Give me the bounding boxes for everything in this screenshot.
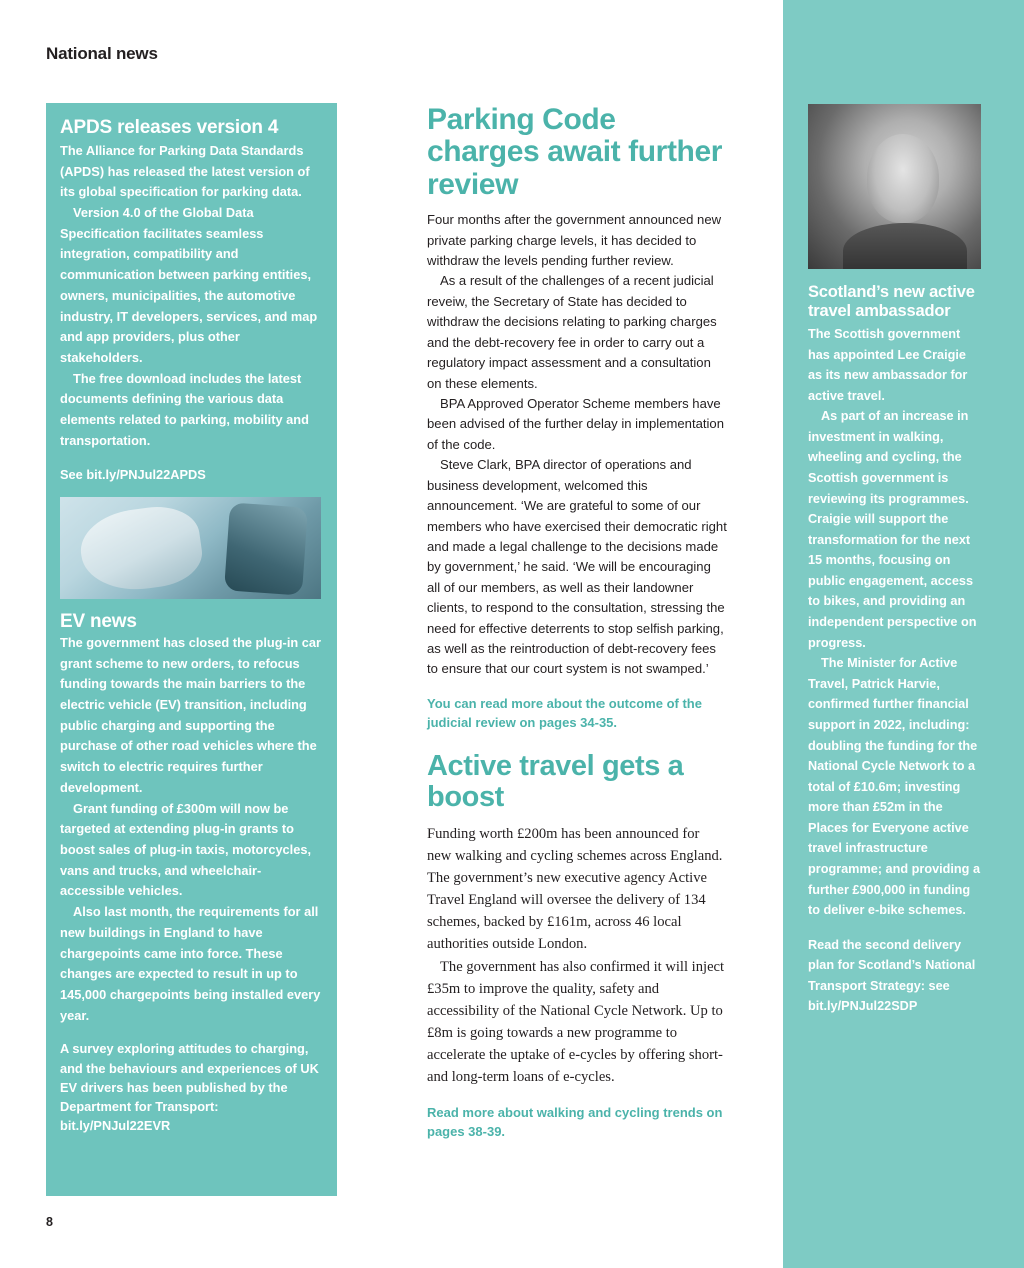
article1-body: [427, 210, 727, 680]
ev-survey-line: [60, 1039, 321, 1135]
main-article-column: [427, 104, 727, 1142]
article2-crossref[interactable]: Read more about walking and cycling trends on pages 38-39.: [427, 1104, 723, 1140]
apds-see-line: [60, 465, 321, 484]
column-gutter: [406, 0, 415, 1268]
apds-see-link[interactable]: bit.ly/PNJul22APDS: [86, 466, 206, 482]
left-sidebar-panel: [46, 103, 337, 1196]
apds-paragraph-3: The free download includes the latest documents defining the various data elements related to parking, mobility and transportation.: [60, 370, 309, 448]
apds-paragraph-2: Version 4.0 of the Global Data Specification facilitates seamless integration, compatibility and communication between parking entities, owners, municipalities, the automotive industry, IT developers, services, and map and app providers, plus other stakeholders.: [60, 205, 318, 366]
article1-paragraph-3: BPA Approved Operator Scheme members have been advised of the further delay in implementation of the code.: [427, 395, 724, 452]
scotland-readmore: [808, 935, 981, 1017]
page-title: National news: [46, 44, 158, 63]
lee-craigie-portrait: [808, 104, 981, 269]
right-sidebar-column: [808, 104, 981, 1017]
ev-paragraph-2: Grant funding of £300m will now be targeted at extending plug-in grants to boost sales of plug-in taxis, motorcycles, vans and trucks, and wheelchair-accessible vehicles.: [60, 800, 312, 899]
page-number: 8: [46, 1215, 53, 1229]
ev-paragraph-3: Also last month, the requirements for all new buildings in England to have chargepoints came into force. These changes are expected to result in up to 145,000 chargepoints being installed every year.: [60, 904, 321, 1023]
apds-see-prefix: See: [60, 466, 87, 482]
scotland-paragraph-2: As part of an increase in investment in walking, wheeling and cycling, the Scottish government is reviewing its programmes. Craigie will support the transformation for the next 15 months, focusing on public engagement, access to bikes, and providing an independent perspective on progress.: [808, 409, 977, 650]
apds-paragraph-1: The Alliance for Parking Data Standards (APDS) has released the latest version of its global specification for parking data.: [60, 142, 310, 200]
apds-heading: APDS releases version 4: [60, 117, 279, 138]
article2-headline: Active travel gets a boost: [427, 749, 684, 814]
ev-paragraph-1: The government has closed the plug-in car grant scheme to new orders, to refocus funding towards the main barriers to the electric vehicle (EV) transition, including public charging and supporting the purchase of other road vehicles where the switch to electric requires further development.: [60, 634, 321, 795]
ev-charging-photo: [60, 497, 321, 599]
scotland-heading: Scotland’s new active travel ambassador: [808, 283, 975, 321]
article1-headline: Parking Code charges await further review: [427, 103, 723, 201]
article2-paragraph-1: Funding worth £200m has been announced for new walking and cycling schemes across England. The government’s new executive agency Active Travel England will oversee the delivery of 134 schemes, backed by £161m, across 46 local authorities outside London.: [427, 825, 723, 953]
ev-news-heading: EV news: [60, 610, 137, 632]
article1-crossref[interactable]: You can read more about the outcome of the judicial review on pages 34-35.: [427, 695, 702, 731]
ev-survey-text: A survey exploring attitudes to charging, and the behaviours and experiences of UK EV drivers has been published by the Department for Transport:: [60, 1041, 319, 1115]
article-spacer: [427, 733, 727, 751]
article1-paragraph-4: Steve Clark, BPA director of operations and business development, welcomed this announcement. ‘We are grateful to some of our members who have exercised their democratic right and made a legal challenge to the decisions made by government,’ he said. ‘We will be encouraging all of our members, as well as their landowner clients, to respond to the consultation, stressing the need for effective deterrents to stop selfish parking, as well as the reintroduction of debt-recovery fees to ensure that our court system is not swamped.’: [427, 457, 727, 677]
article2-paragraph-2: The government has also confirmed it will inject £35m to improve the quality, safety and accessibility of the National Cycle Network. Up to £8m is going towards a new programme to accelerate the uptake of e-cycles by offering short- and long-term loans of e-cycles.: [427, 958, 725, 1086]
article1-paragraph-1: Four months after the government announced new private parking charge levels, it has decided to withdraw the levels pending further review.: [427, 212, 722, 269]
scotland-paragraph-1: The Scottish government has appointed Lee Craigie as its new ambassador for active travel.: [808, 326, 968, 403]
scotland-readmore-link[interactable]: bit.ly/PNJul22SDP: [808, 999, 918, 1014]
article1-paragraph-2: As a result of the challenges of a recent judicial reveiw, the Secretary of State has decided to withdraw the decisions relating to parking charges and the debt-recovery fee in order to carry out a regulatory impact assessment and a consultation on these elements.: [427, 273, 717, 391]
article2-body: [427, 823, 727, 1089]
scotland-paragraph-3: The Minister for Active Travel, Patrick Harvie, confirmed further financial support in 2022, including: doubling the funding for the National Cycle Network to a total of £10.6m; investing more than £52m in the Places for Everyone active travel infrastructure programme; and providing a further £900,000 in funding to deliver e-bike schemes.: [808, 656, 981, 918]
ev-survey-link[interactable]: bit.ly/PNJul22EVR: [60, 1118, 171, 1134]
scotland-readmore-text: Read the second delivery plan for Scotland’s National Transport Strategy: see: [808, 937, 976, 993]
